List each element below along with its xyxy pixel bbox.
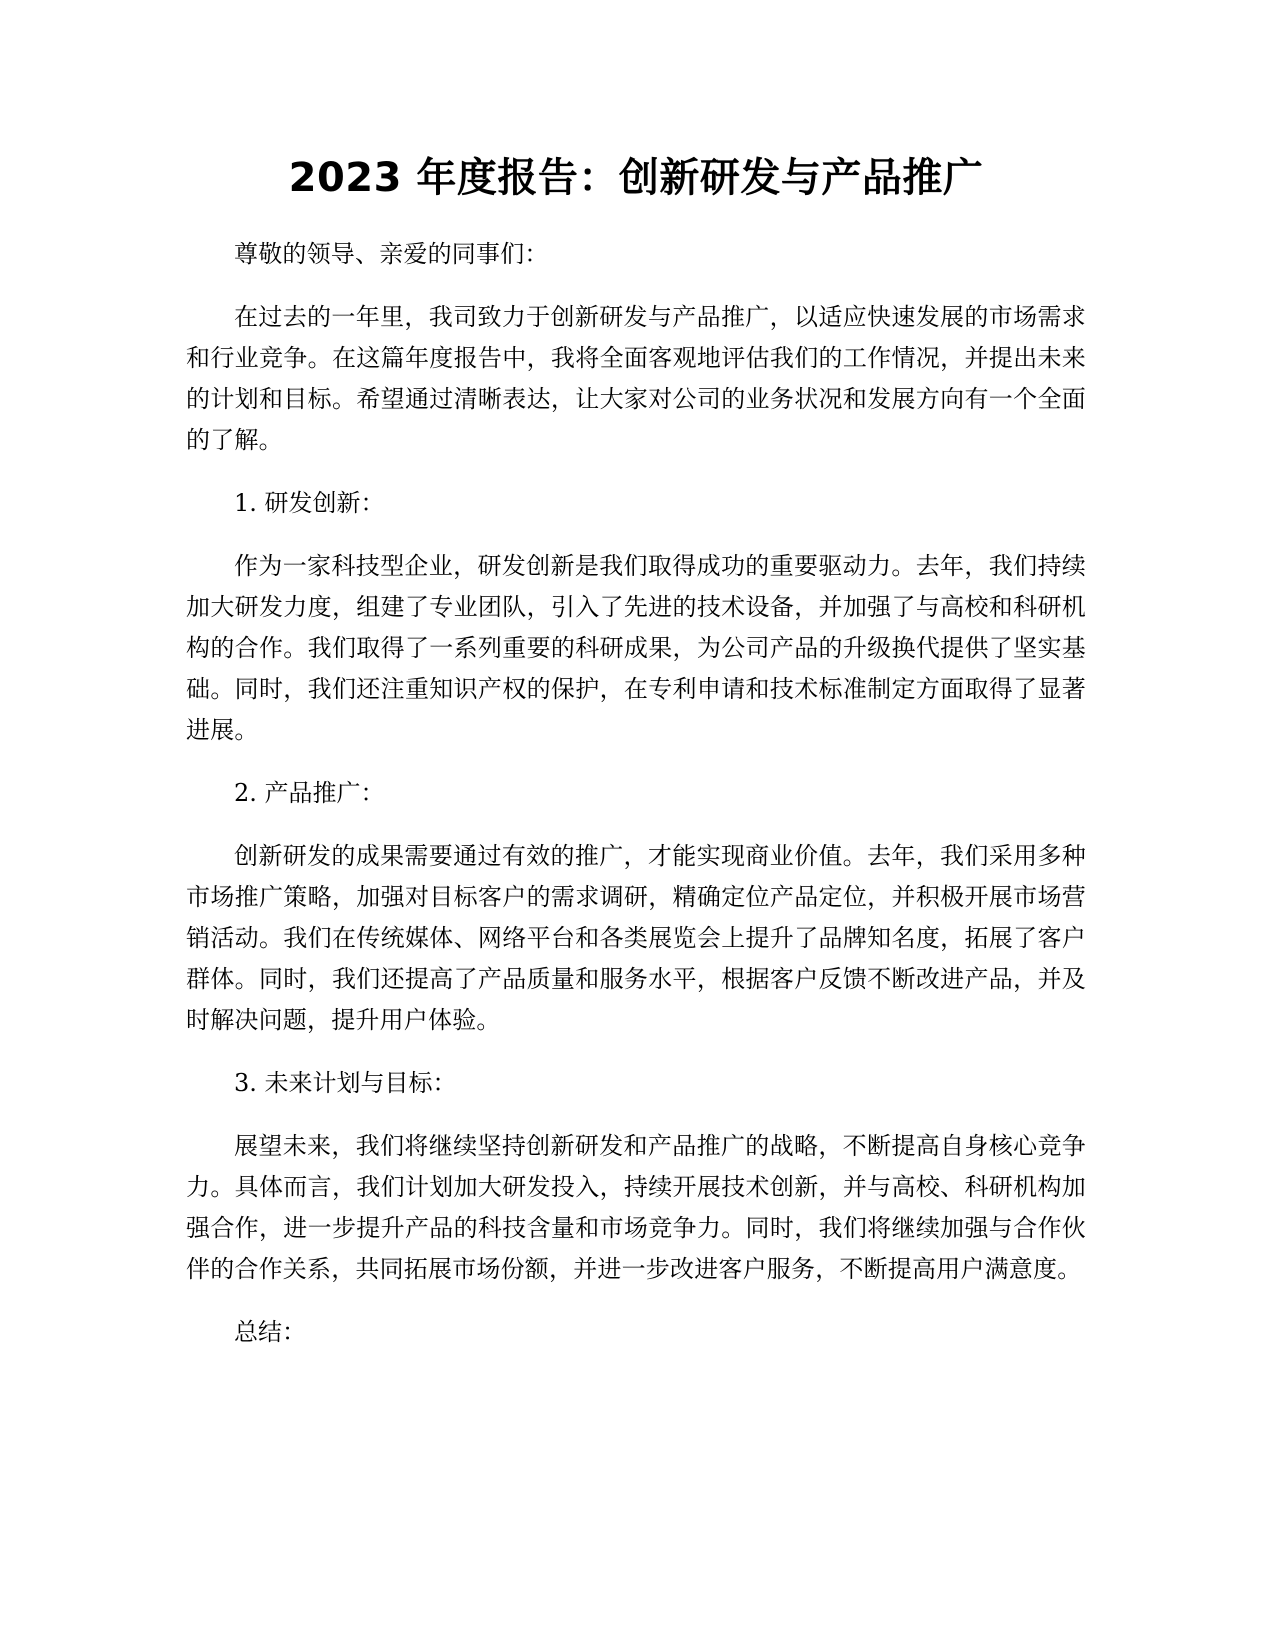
section-heading-rnd: 1. 研发创新： bbox=[234, 489, 385, 517]
section-heading-promotion: 2. 产品推广： bbox=[234, 779, 385, 807]
document-title: 2023 年度报告：创新研发与产品推广 bbox=[288, 155, 984, 201]
section-body-promotion: 创新研发的成果需要通过有效的推广，才能实现商业价值。去年，我们采用多种市场推广策略，加强对目标客户的需求调研，精确定位产品定位，并积极开展市场营销活动。我们在传统媒体、网络平台和各类展览会上提升了品牌知名度，拓展了客户群体。同时，我们还提高了产品质量和服务水平，根据客户反馈不断改进产品，并及时解决问题，提升用户体验。 bbox=[186, 842, 1086, 1034]
document-page bbox=[186, 150, 1086, 1375]
summary-heading: 总结： bbox=[234, 1318, 306, 1346]
section-body-future: 展望未来，我们将继续坚持创新研发和产品推广的战略，不断提高自身核心竞争力。具体而言，我们计划加大研发投入，持续开展技术创新，并与高校、科研机构加强合作，进一步提升产品的科技含量和市场竞争力。同时，我们将继续加强与合作伙伴的合作关系，共同拓展市场份额，并进一步改进客户服务，不断提高用户满意度。 bbox=[186, 1132, 1086, 1283]
section-heading-future: 3. 未来计划与目标： bbox=[234, 1069, 457, 1097]
intro-paragraph: 在过去的一年里，我司致力于创新研发与产品推广，以适应快速发展的市场需求和行业竞争。在这篇年度报告中，我将全面客观地评估我们的工作情况，并提出未来的计划和目标。希望通过清晰表达，让大家对公司的业务状况和发展方向有一个全面的了解。 bbox=[186, 303, 1086, 454]
section-body-rnd: 作为一家科技型企业，研发创新是我们取得成功的重要驱动力。去年，我们持续加大研发力度，组建了专业团队，引入了先进的技术设备，并加强了与高校和科研机构的合作。我们取得了一系列重要的科研成果，为公司产品的升级换代提供了坚实基础。同时，我们还注重知识产权的保护，在专利申请和技术标准制定方面取得了显著进展。 bbox=[186, 552, 1086, 744]
greeting: 尊敬的领导、亲爱的同事们： bbox=[234, 240, 549, 268]
